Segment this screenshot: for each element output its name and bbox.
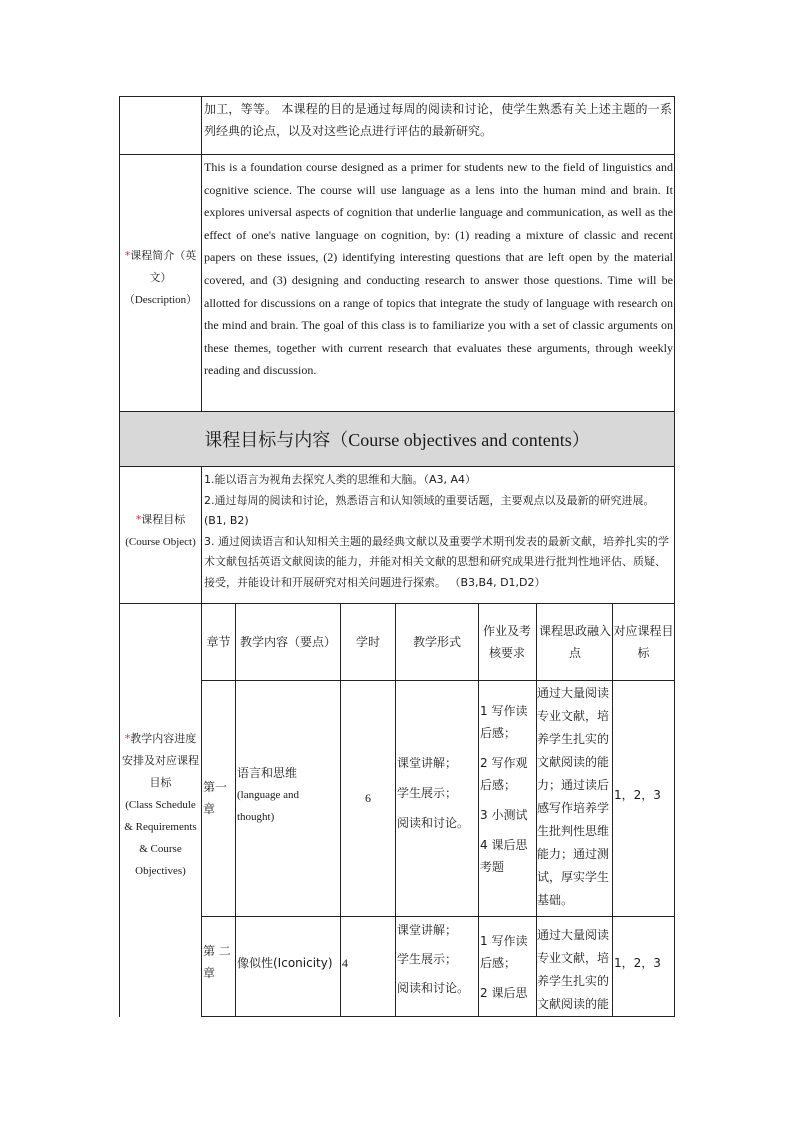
header-content: 教学内容（要点） bbox=[239, 635, 336, 649]
objectives-label-en: (Course Object) bbox=[125, 536, 196, 548]
objective-item: 1.能以语言为视角去探究人类的思维和大脑。（A3, A4） bbox=[204, 473, 477, 486]
row1-chapter: 第一章 bbox=[203, 780, 228, 816]
required-marker: * bbox=[135, 513, 142, 526]
header-format: 教学形式 bbox=[412, 635, 461, 649]
required-marker: * bbox=[124, 732, 131, 745]
section-heading: 课程目标与内容（Course objectives and contents） bbox=[204, 430, 590, 450]
objectives-label-zh: 课程目标 bbox=[141, 513, 186, 526]
row1-ideology: 通过大量阅读专业文献，培养学生扎实的文献阅读的能力；通过读后感写作培养学生批判性思维能力；通过测试，厚实学生基础。 bbox=[537, 686, 610, 907]
header-hours: 学时 bbox=[355, 635, 380, 649]
row2-ideology: 通过大量阅读专业文献，培养学生扎实的文献阅读的能 bbox=[537, 928, 610, 1011]
header-chapter: 章节 bbox=[206, 635, 231, 649]
description-label bbox=[120, 245, 201, 311]
header-assignment: 作业及考核要求 bbox=[482, 624, 531, 660]
inner-col-divider bbox=[478, 604, 479, 1017]
table-label-divider bbox=[201, 96, 202, 411]
row1-content bbox=[237, 762, 339, 828]
table-top-border bbox=[119, 96, 675, 97]
row2-hours: 4 bbox=[342, 956, 348, 970]
header-goals: 对应课程目标 bbox=[613, 624, 674, 660]
row1-content-en: (language and thought) bbox=[237, 789, 299, 823]
objectives-list bbox=[204, 470, 672, 593]
objectives-label bbox=[120, 509, 201, 553]
schedule-label bbox=[120, 728, 201, 882]
description-label-en: （Description） bbox=[123, 294, 198, 306]
description-label-zh: 课程简介（英文） bbox=[130, 249, 197, 284]
row1-format: 课堂讲解； 学生展示； 阅读和讨论。 bbox=[397, 756, 470, 830]
schedule-label-en: (Class Schedule & Requirements & Course Objectives) bbox=[124, 799, 197, 877]
row-divider bbox=[119, 154, 675, 155]
table-label-divider bbox=[201, 467, 202, 1017]
row2-format: 课堂讲解； 学生展示； 阅读和讨论。 bbox=[397, 923, 470, 995]
row1-goals: 1，2，3 bbox=[614, 788, 661, 802]
row2-chapter: 第 二章 bbox=[203, 944, 231, 980]
required-marker: * bbox=[124, 249, 131, 262]
schedule-label-zh: 教学内容进度安排及对应课程目标 bbox=[122, 732, 199, 789]
inner-row-divider bbox=[202, 680, 675, 681]
course-summary-continuation: 加工，等等。 本课程的目的是通过每周的阅读和讨论，使学生熟悉有关上述主题的一系列经典的论点，以及对这些论点进行评估的最新研究。 bbox=[204, 102, 672, 138]
description-text: This is a foundation course designed as a primer for students new to the field of linguistics and cognitive science. The course will use language as a lens into the human mind and brain. It explores universal aspects of cognition that underlie language and communication, as well as the effect of one's native language on cognition, by: (1) reading a mixture of classic and recent papers on these issues, (2) identifying interesting questions that are left open by the material covered, and (3) designing and conducting research to answer those questions. Time will be allotted for discussions on a range of topics that integrate the study of language with research on the mind and brain. The goal of this class is to familiarize you with a set of classic arguments on these themes, together with current research that evaluates these arguments, through weekly reading and discussion. bbox=[204, 160, 673, 378]
row2-assignment: 1 写作读后感； 2 课后思 bbox=[480, 934, 528, 1000]
objective-item: 3. 通过阅读语言和认知相关主题的最经典文献以及重要学术期刊发表的最新文献，培养扎实的学术文献包括英语文献阅读的能力，并能对相关文献的思想和研究成果进行批判性地评估、质疑、接受，并能设计和开展研究对相关问题进行探索。 （B3,B4, D1,D2） bbox=[204, 534, 669, 589]
inner-row-divider bbox=[202, 1016, 675, 1017]
header-ideology: 课程思政融入点 bbox=[538, 624, 611, 660]
row-divider bbox=[119, 466, 675, 467]
table-right-border bbox=[674, 96, 675, 1017]
objective-item: 2.通过每周的阅读和讨论，熟悉语言和认知领域的重要话题，主要观点以及最新的研究进展。(B1, B2) bbox=[204, 493, 655, 527]
row2-content: 像似性(Iconicity) bbox=[237, 956, 333, 970]
row1-hours: 6 bbox=[365, 791, 371, 805]
row2-goals: 1，2，3 bbox=[614, 956, 661, 970]
row1-assignment: 1 写作读后感； 2 写作观后感； 3 小测试 4 课后思考题 bbox=[480, 704, 528, 874]
row1-content-zh: 语言和思维 bbox=[237, 766, 298, 780]
